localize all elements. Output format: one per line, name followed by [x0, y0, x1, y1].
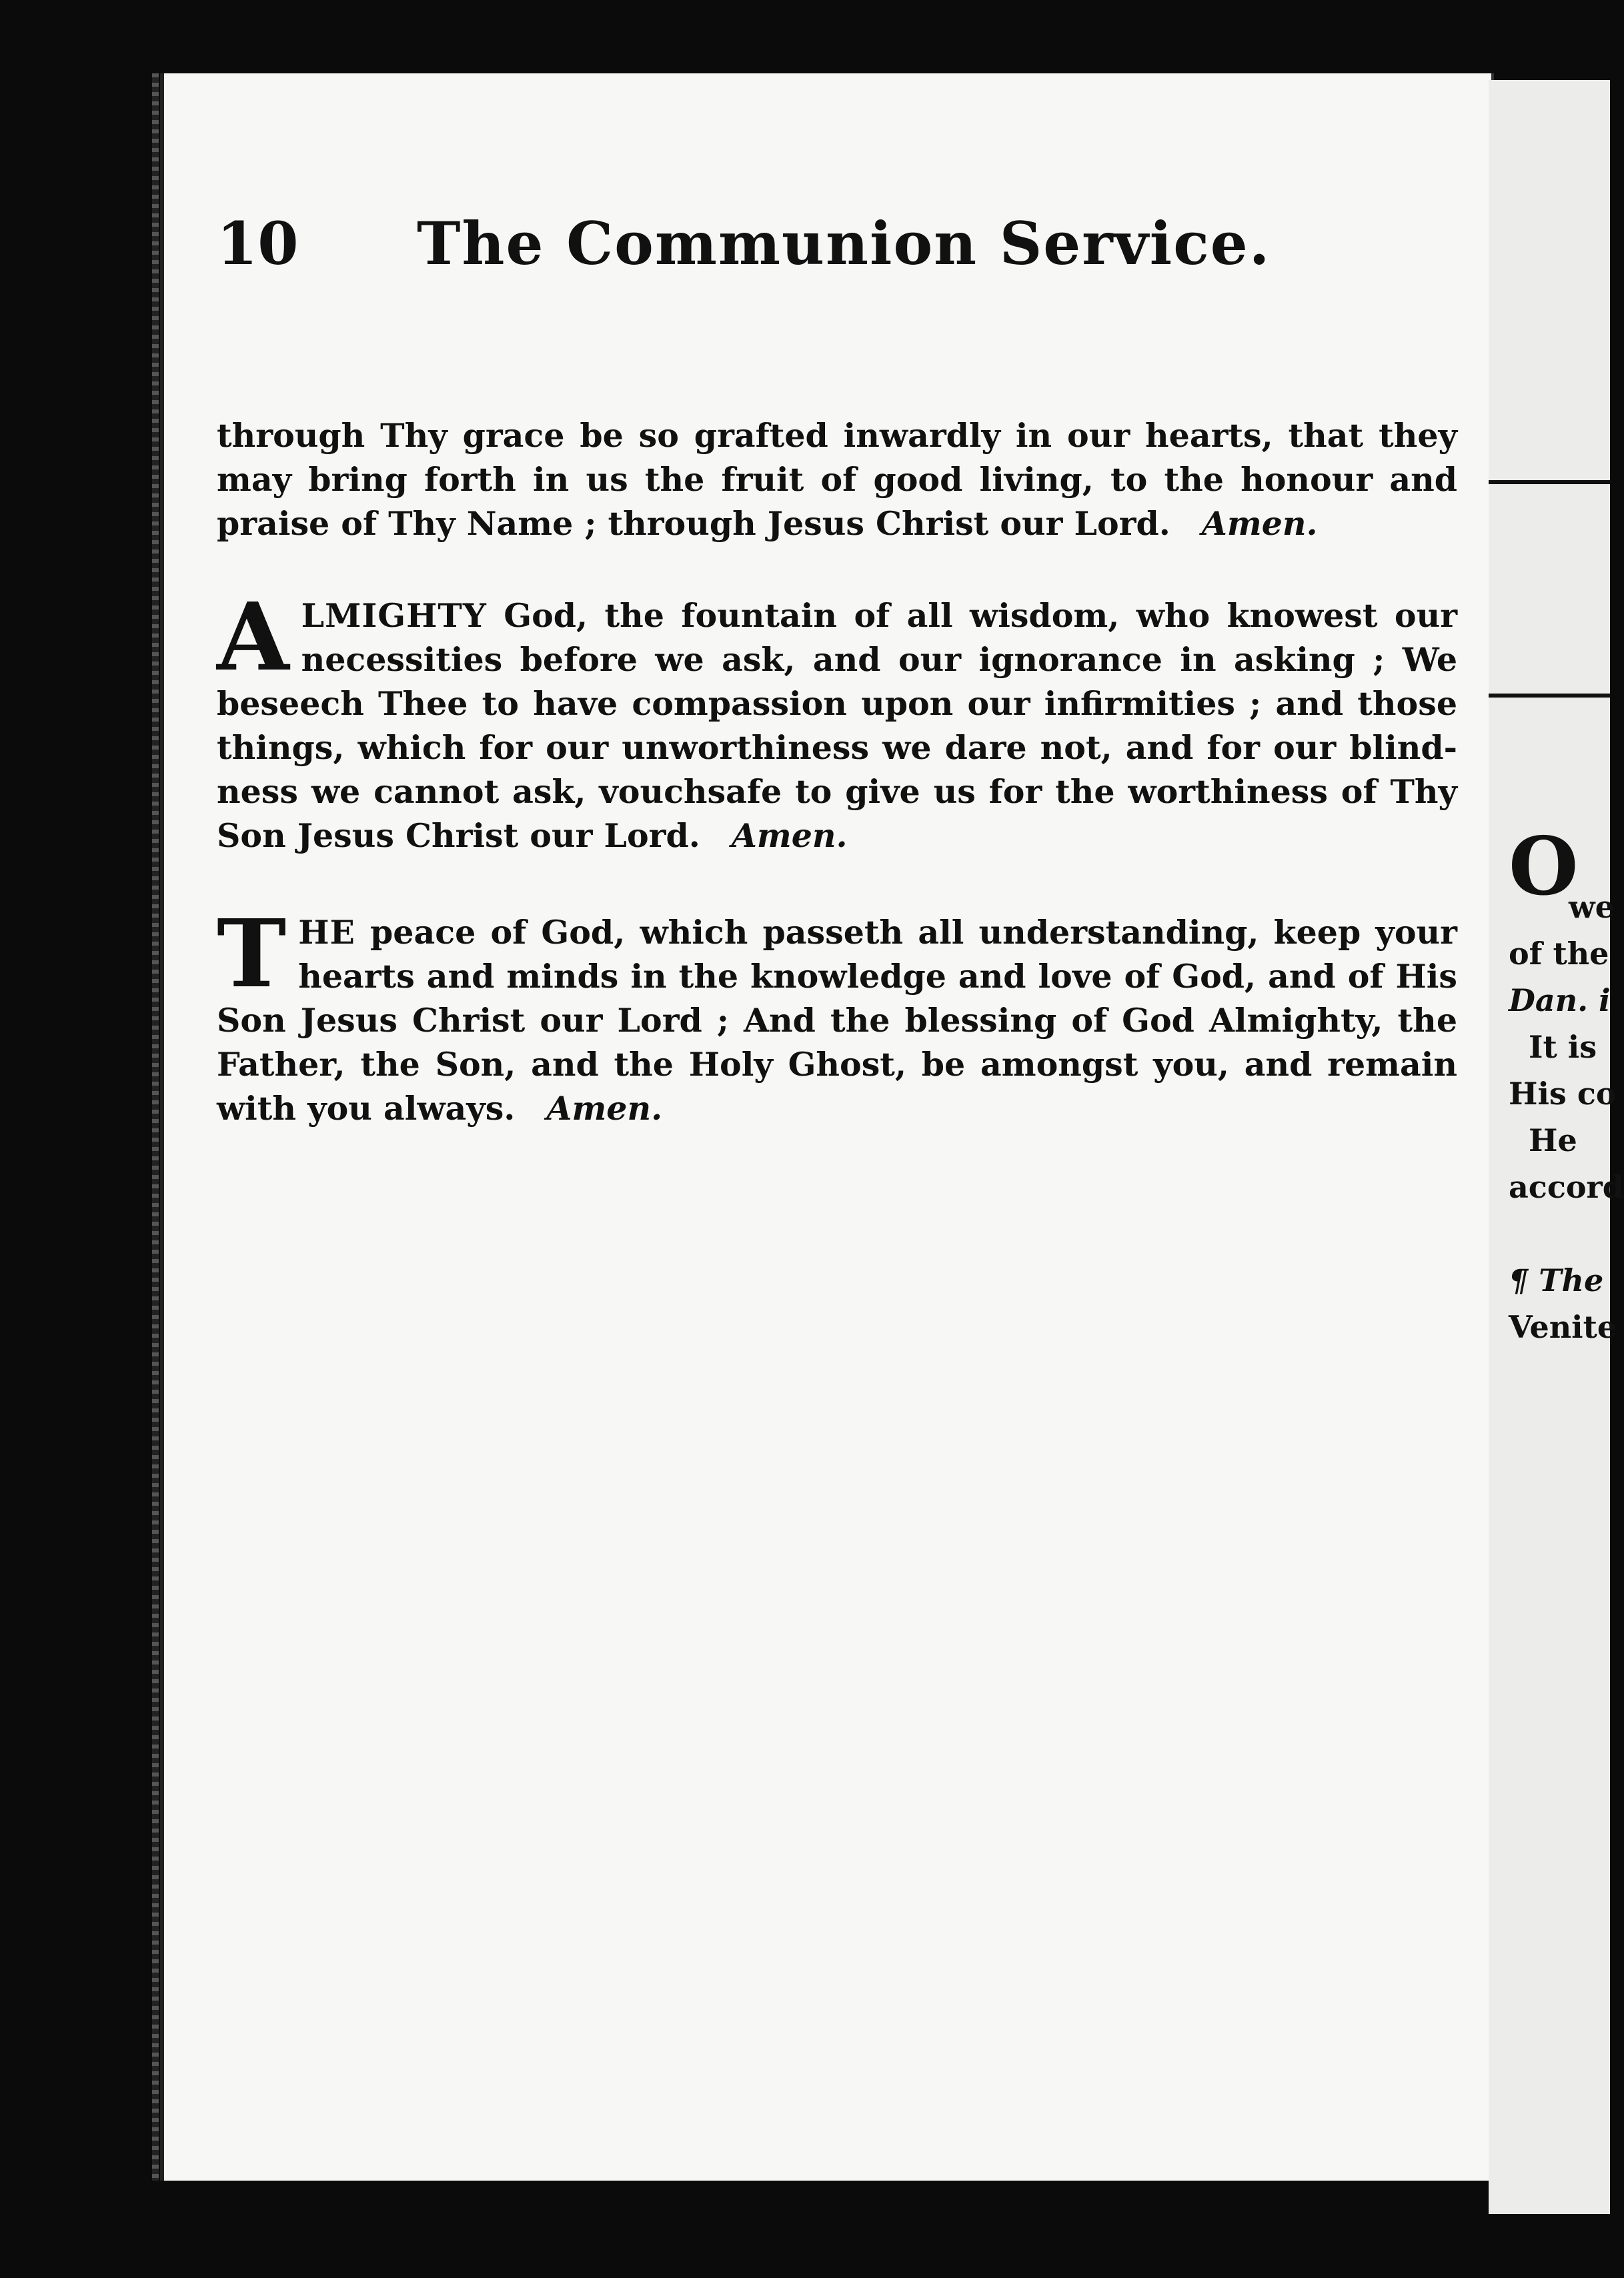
amen-3: Amen.	[546, 1089, 663, 1128]
facing-page-line: It is	[1529, 1029, 1597, 1065]
page-header	[217, 200, 1284, 287]
amen-2: Amen.	[731, 816, 848, 855]
facing-page-line: Venite	[1509, 1309, 1617, 1345]
blessing-body	[217, 900, 1457, 1130]
amen-1: Amen.	[1201, 504, 1318, 543]
facing-page-line: of the	[1509, 936, 1609, 972]
facing-page-rule	[1489, 694, 1610, 698]
blessing-first-word: HE	[298, 913, 355, 952]
facing-page-line: ¶ The	[1509, 1262, 1604, 1298]
collect-almighty-body	[217, 583, 1458, 858]
facing-page-line: He	[1529, 1122, 1577, 1158]
collect-almighty-text: God, the fountain of all wisdom, who knowest our necessities before we ask, and our ignorance in asking ; We beseech Thee to have compassion upon our infirmities ; and those things, which for our unworthiness we dare not, and for our blind-ness we cannot ask, vouchsafe to give us for the worthiness of Thy Son Jesus Christ our Lord.	[217, 596, 1458, 855]
drop-cap-a: A	[217, 583, 289, 692]
facing-page-rule	[1489, 480, 1610, 484]
collect-continuation	[217, 413, 1457, 545]
facing-page-line: we	[1569, 889, 1615, 925]
running-title: The Communion Service.	[417, 209, 1271, 278]
facing-page-line: Dan. i	[1509, 982, 1611, 1018]
facing-page-line: accord	[1509, 1169, 1624, 1205]
facing-page-line: O	[1509, 820, 1579, 914]
facing-page-line: His co	[1509, 1076, 1617, 1112]
collect-almighty	[217, 583, 1458, 858]
blessing-text: peace of God, which passeth all understanding, keep your hearts and minds in the knowledge and love of God, and of His Son Jesus Christ our Lord ; And the blessing of God Almighty, the Father, the Son, and the Holy Ghost, be amongst you, and remain with you always.	[217, 913, 1457, 1128]
collect-almighty-first-word: LMIGHTY	[301, 596, 487, 635]
page-number: 10	[217, 209, 299, 278]
continuation-text: through Thy grace be so grafted inwardly in our hearts, that they may bring forth in us the fruit of good living, to the honour and praise of Thy Name ; through Jesus Christ our Lord.	[217, 416, 1457, 543]
facing-page	[1489, 80, 1624, 2214]
drop-cap-t: T	[217, 900, 287, 1009]
blessing	[217, 900, 1457, 1130]
